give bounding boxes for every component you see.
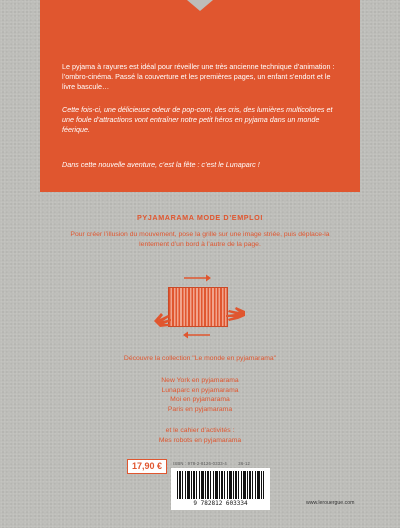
price-tag: 17,90 € xyxy=(127,459,167,474)
summary-paragraph-1: Le pyjama à rayures est idéal pour réveiller une très ancienne technique d’animation : l’ombro-cinéma. Passé la couverture et les premières pages, un enfant s’endort et le livre bascule… xyxy=(62,62,335,91)
barcode-number: 9 782812 603334 xyxy=(193,500,248,507)
collection-title-4: Paris en pyjamarama xyxy=(167,405,233,413)
arrow-right-icon xyxy=(182,273,212,283)
right-hand-icon xyxy=(223,304,247,322)
collection-intro: Découvre la collection "Le monde en pyjamarama" xyxy=(123,355,277,362)
arrow-left-icon xyxy=(182,330,212,340)
panel-notch xyxy=(187,0,213,11)
striped-grid-illustration xyxy=(168,287,228,327)
summary-paragraph-3: Dans cette nouvelle aventure, c’est la fête : c’est le Lunaparc ! xyxy=(62,160,260,169)
activity-intro: et le cahier d’activités : xyxy=(165,427,235,434)
summary-panel xyxy=(40,0,360,192)
instructions-text: Pour créer l’illusion du mouvement, pose la grille sur une image striée, puis déplace-la lentement d’un bord à l’autre de la page. xyxy=(70,231,330,248)
activity-title: Mes robots en pyjamarama xyxy=(158,436,242,444)
left-hand-icon xyxy=(152,309,174,329)
barcode xyxy=(171,468,270,510)
instructions-title: PYJAMARAMA MODE D’EMPLOI xyxy=(137,213,263,222)
isbn-line xyxy=(173,461,250,466)
collection-title-1: New York en pyjamarama xyxy=(161,377,239,384)
collection-title-2: Lunaparc en pyjamarama xyxy=(161,386,239,394)
collection-title-3: Moi en pyjamarama xyxy=(170,396,230,403)
summary-paragraph-2: Cette fois-ci, une délicieuse odeur de pop-corn, des cris, des lumières multicolores et une foule d’attractions vont entraîner notre petit héros en pyjama dans un monde féerique. xyxy=(62,105,333,134)
publisher-website[interactable]: www.lerouergue.com xyxy=(306,500,355,506)
edition-code: 36-12 xyxy=(238,461,251,466)
isbn-text: ISBN : 978-2-8126-0333-4 xyxy=(173,461,227,466)
barcode-bars xyxy=(177,471,264,499)
